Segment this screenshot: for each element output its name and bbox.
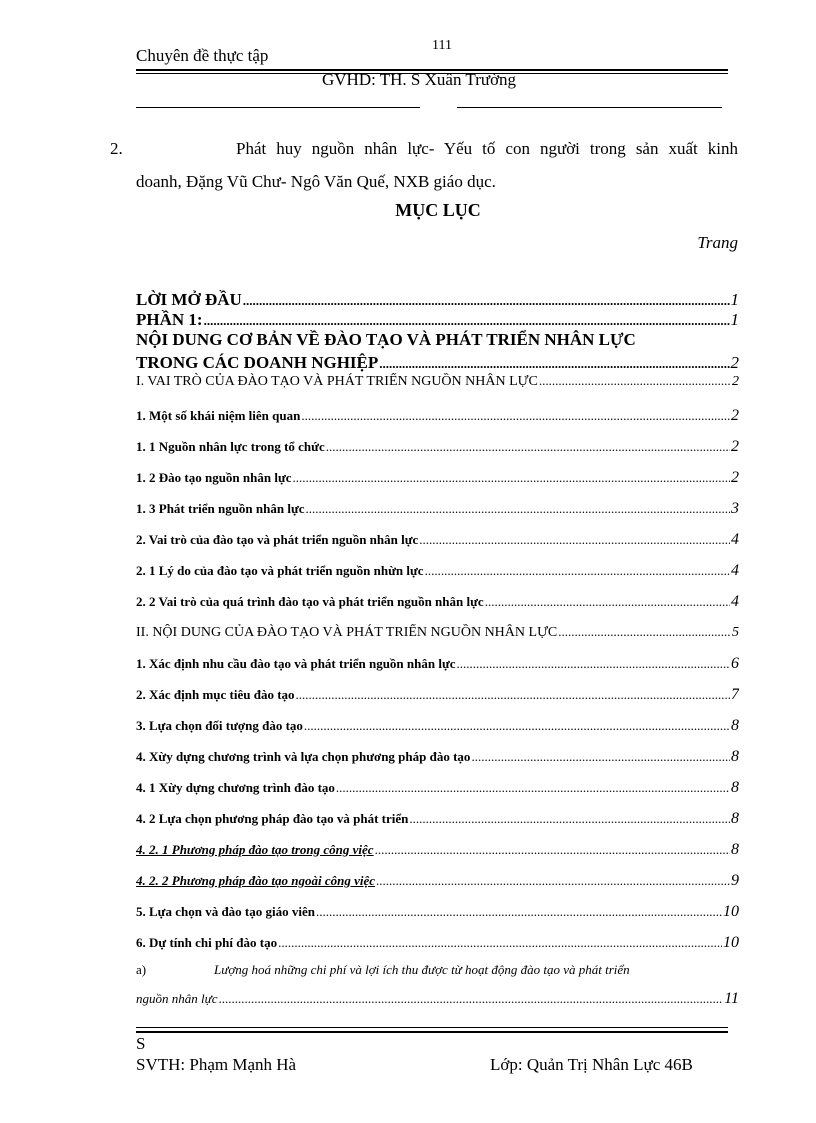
toc-entry-label: II. NỘI DUNG CỦA ĐÀO TẠO VÀ PHÁT TRIỂN NGUỒN NHÂN LỰC — [136, 625, 558, 640]
toc-entry[interactable] — [136, 500, 739, 531]
toc-entry[interactable] — [136, 373, 739, 407]
header-underline-left — [136, 107, 420, 108]
toc-entry-label: 2. 1 Lý do của đào tạo và phát triển nguồn nhừn lực — [136, 563, 424, 578]
supervisor-line: GVHD: TH. S Xuân Trường — [322, 70, 517, 89]
reference-line-1: Phát huy nguồn nhân lực- Yếu tố con người trong sản xuất kinh — [236, 139, 738, 158]
toc-entry-label: a) — [136, 962, 147, 977]
toc-entry-page: 8 — [731, 748, 739, 765]
toc-entry[interactable] — [136, 438, 739, 469]
toc-entry-label: NỘI DUNG CƠ BẢN VỀ ĐÀO TẠO VÀ PHÁT TRIỂN NHÂN LỰC — [136, 330, 636, 349]
header-underline-right — [457, 107, 722, 108]
toc-entry-page: 11 — [724, 990, 739, 1007]
toc-page-label: Trang — [697, 233, 738, 252]
toc-entry-page: 7 — [731, 686, 739, 703]
toc-entry[interactable] — [136, 872, 739, 903]
toc-entry-page: 8 — [731, 717, 739, 734]
table-of-contents — [136, 290, 739, 1018]
toc-entry-page: 1 — [730, 290, 739, 309]
toc-entry-page: 8 — [731, 810, 739, 827]
toc-entry-label: I. VAI TRÒ CỦA ĐÀO TẠO VÀ PHÁT TRIỂN NGUỒN NHÂN LỰC — [136, 374, 538, 389]
toc-entry[interactable] — [136, 934, 739, 962]
toc-entry-label: 3. Lựa chọn đối tượng đào tạo — [136, 718, 303, 733]
toc-entry-page: 9 — [731, 872, 739, 889]
toc-entry-page: 2 — [732, 374, 739, 389]
toc-entry-page: 4 — [731, 562, 739, 579]
toc-entry[interactable] — [136, 593, 739, 624]
toc-entry-label: 4. 2. 2 Phương pháp đào tạo ngoài công việc — [136, 873, 376, 888]
toc-entry-page: 4 — [731, 531, 739, 548]
toc-entry-label: 4. 1 Xừy dựng chương trình đào tạo — [136, 780, 335, 795]
toc-entry-label: 2. Vai trò của đào tạo và phát triển nguồn nhân lực — [136, 532, 419, 547]
toc-entry-label: 1. Xác định nhu cầu đào tạo và phát triển nguồn nhân lực — [136, 656, 456, 671]
toc-entry-page: 3 — [731, 500, 739, 517]
toc-entry-label: 1. 1 Nguồn nhân lực trong tổ chức — [136, 439, 325, 454]
toc-entry-label: PHẦN 1: — [136, 310, 203, 329]
footer-s: S — [136, 1034, 146, 1053]
toc-entry-page: 10 — [723, 903, 739, 920]
toc-entry[interactable] — [136, 962, 739, 990]
footer-rule-thin — [136, 1027, 728, 1028]
toc-entry[interactable] — [136, 290, 739, 310]
footer-rule — [136, 1031, 728, 1033]
reference-line-2: doanh, Đặng Vũ Chư- Ngô Văn Quế, NXB giáo dục. — [136, 172, 496, 191]
toc-entry-page: 2 — [730, 353, 739, 372]
toc-entry[interactable] — [136, 562, 739, 593]
toc-entry-label: TRONG CÁC DOANH NGHIỆP — [136, 353, 379, 372]
toc-entry-page: 6 — [731, 655, 739, 672]
reference-number: 2. — [110, 139, 123, 158]
toc-entry-label: 1. 3 Phát triển nguồn nhân lực — [136, 501, 305, 516]
toc-entry-label: 6. Dự tính chi phí đào tạo — [136, 935, 278, 950]
toc-entry[interactable] — [136, 717, 739, 748]
toc-title: MỤC LỤC — [395, 200, 481, 220]
toc-entry-page: 10 — [723, 934, 739, 951]
toc-entry[interactable] — [136, 990, 739, 1018]
page-number: 111 — [432, 38, 452, 53]
reference-item — [110, 132, 738, 198]
toc-entry[interactable] — [136, 779, 739, 810]
toc-entry[interactable] — [136, 655, 739, 686]
toc-entry-label: 2. Xác định mục tiêu đào tạo — [136, 687, 295, 702]
toc-entry[interactable] — [136, 330, 739, 353]
toc-entry[interactable] — [136, 810, 739, 841]
toc-entry-label: 1. 2 Đào tạo nguồn nhân lực — [136, 470, 292, 485]
toc-entry-label: nguồn nhân lực — [136, 991, 218, 1006]
toc-entry[interactable] — [136, 310, 739, 330]
header-title: Chuyên đề thực tập — [136, 46, 269, 65]
toc-entry-page: 2 — [731, 438, 739, 455]
toc-entry-page: 5 — [732, 625, 739, 640]
toc-entry[interactable] — [136, 748, 739, 779]
footer-student: SVTH: Phạm Mạnh Hà — [136, 1055, 297, 1074]
toc-entry[interactable] — [136, 407, 739, 438]
toc-entry[interactable] — [136, 531, 739, 562]
toc-entry[interactable] — [136, 903, 739, 934]
footer-class: Lớp: Quản Trị Nhân Lực 46B — [490, 1055, 693, 1074]
toc-entry-label: 5. Lựa chọn và đào tạo giáo viên — [136, 904, 315, 919]
toc-entry-page: 2 — [731, 407, 739, 424]
toc-entry-page: 2 — [731, 469, 739, 486]
toc-entry[interactable] — [136, 841, 739, 872]
toc-entry-label: 4. 2. 1 Phương pháp đào tạo trong công việc — [136, 842, 374, 857]
toc-entry[interactable] — [136, 624, 739, 655]
toc-entry-label: 4. Xừy dựng chương trình và lựa chọn phương pháp đào tạo — [136, 749, 471, 764]
toc-entry-page: 1 — [730, 310, 739, 329]
toc-entry-page: 8 — [731, 779, 739, 796]
toc-entry[interactable] — [136, 353, 739, 373]
toc-entry-label: 2. 2 Vai trò của quá trình đào tạo và phát triển nguồn nhân lực — [136, 594, 484, 609]
toc-entry-label: 1. Một số khái niệm liên quan — [136, 408, 301, 423]
toc-entry-label: 4. 2 Lựa chọn phương pháp đào tạo và phát triển — [136, 811, 409, 826]
toc-entry-label-continued: Lượng hoá những chi phí và lợi ích thu được từ hoạt động đào tạo và phát triển — [214, 962, 630, 977]
toc-entry[interactable] — [136, 686, 739, 717]
toc-entry-page: 8 — [731, 841, 739, 858]
toc-entry-label: LỜI MỞ ĐẦU — [136, 290, 242, 309]
toc-entry-page: 4 — [731, 593, 739, 610]
toc-entry[interactable] — [136, 469, 739, 500]
